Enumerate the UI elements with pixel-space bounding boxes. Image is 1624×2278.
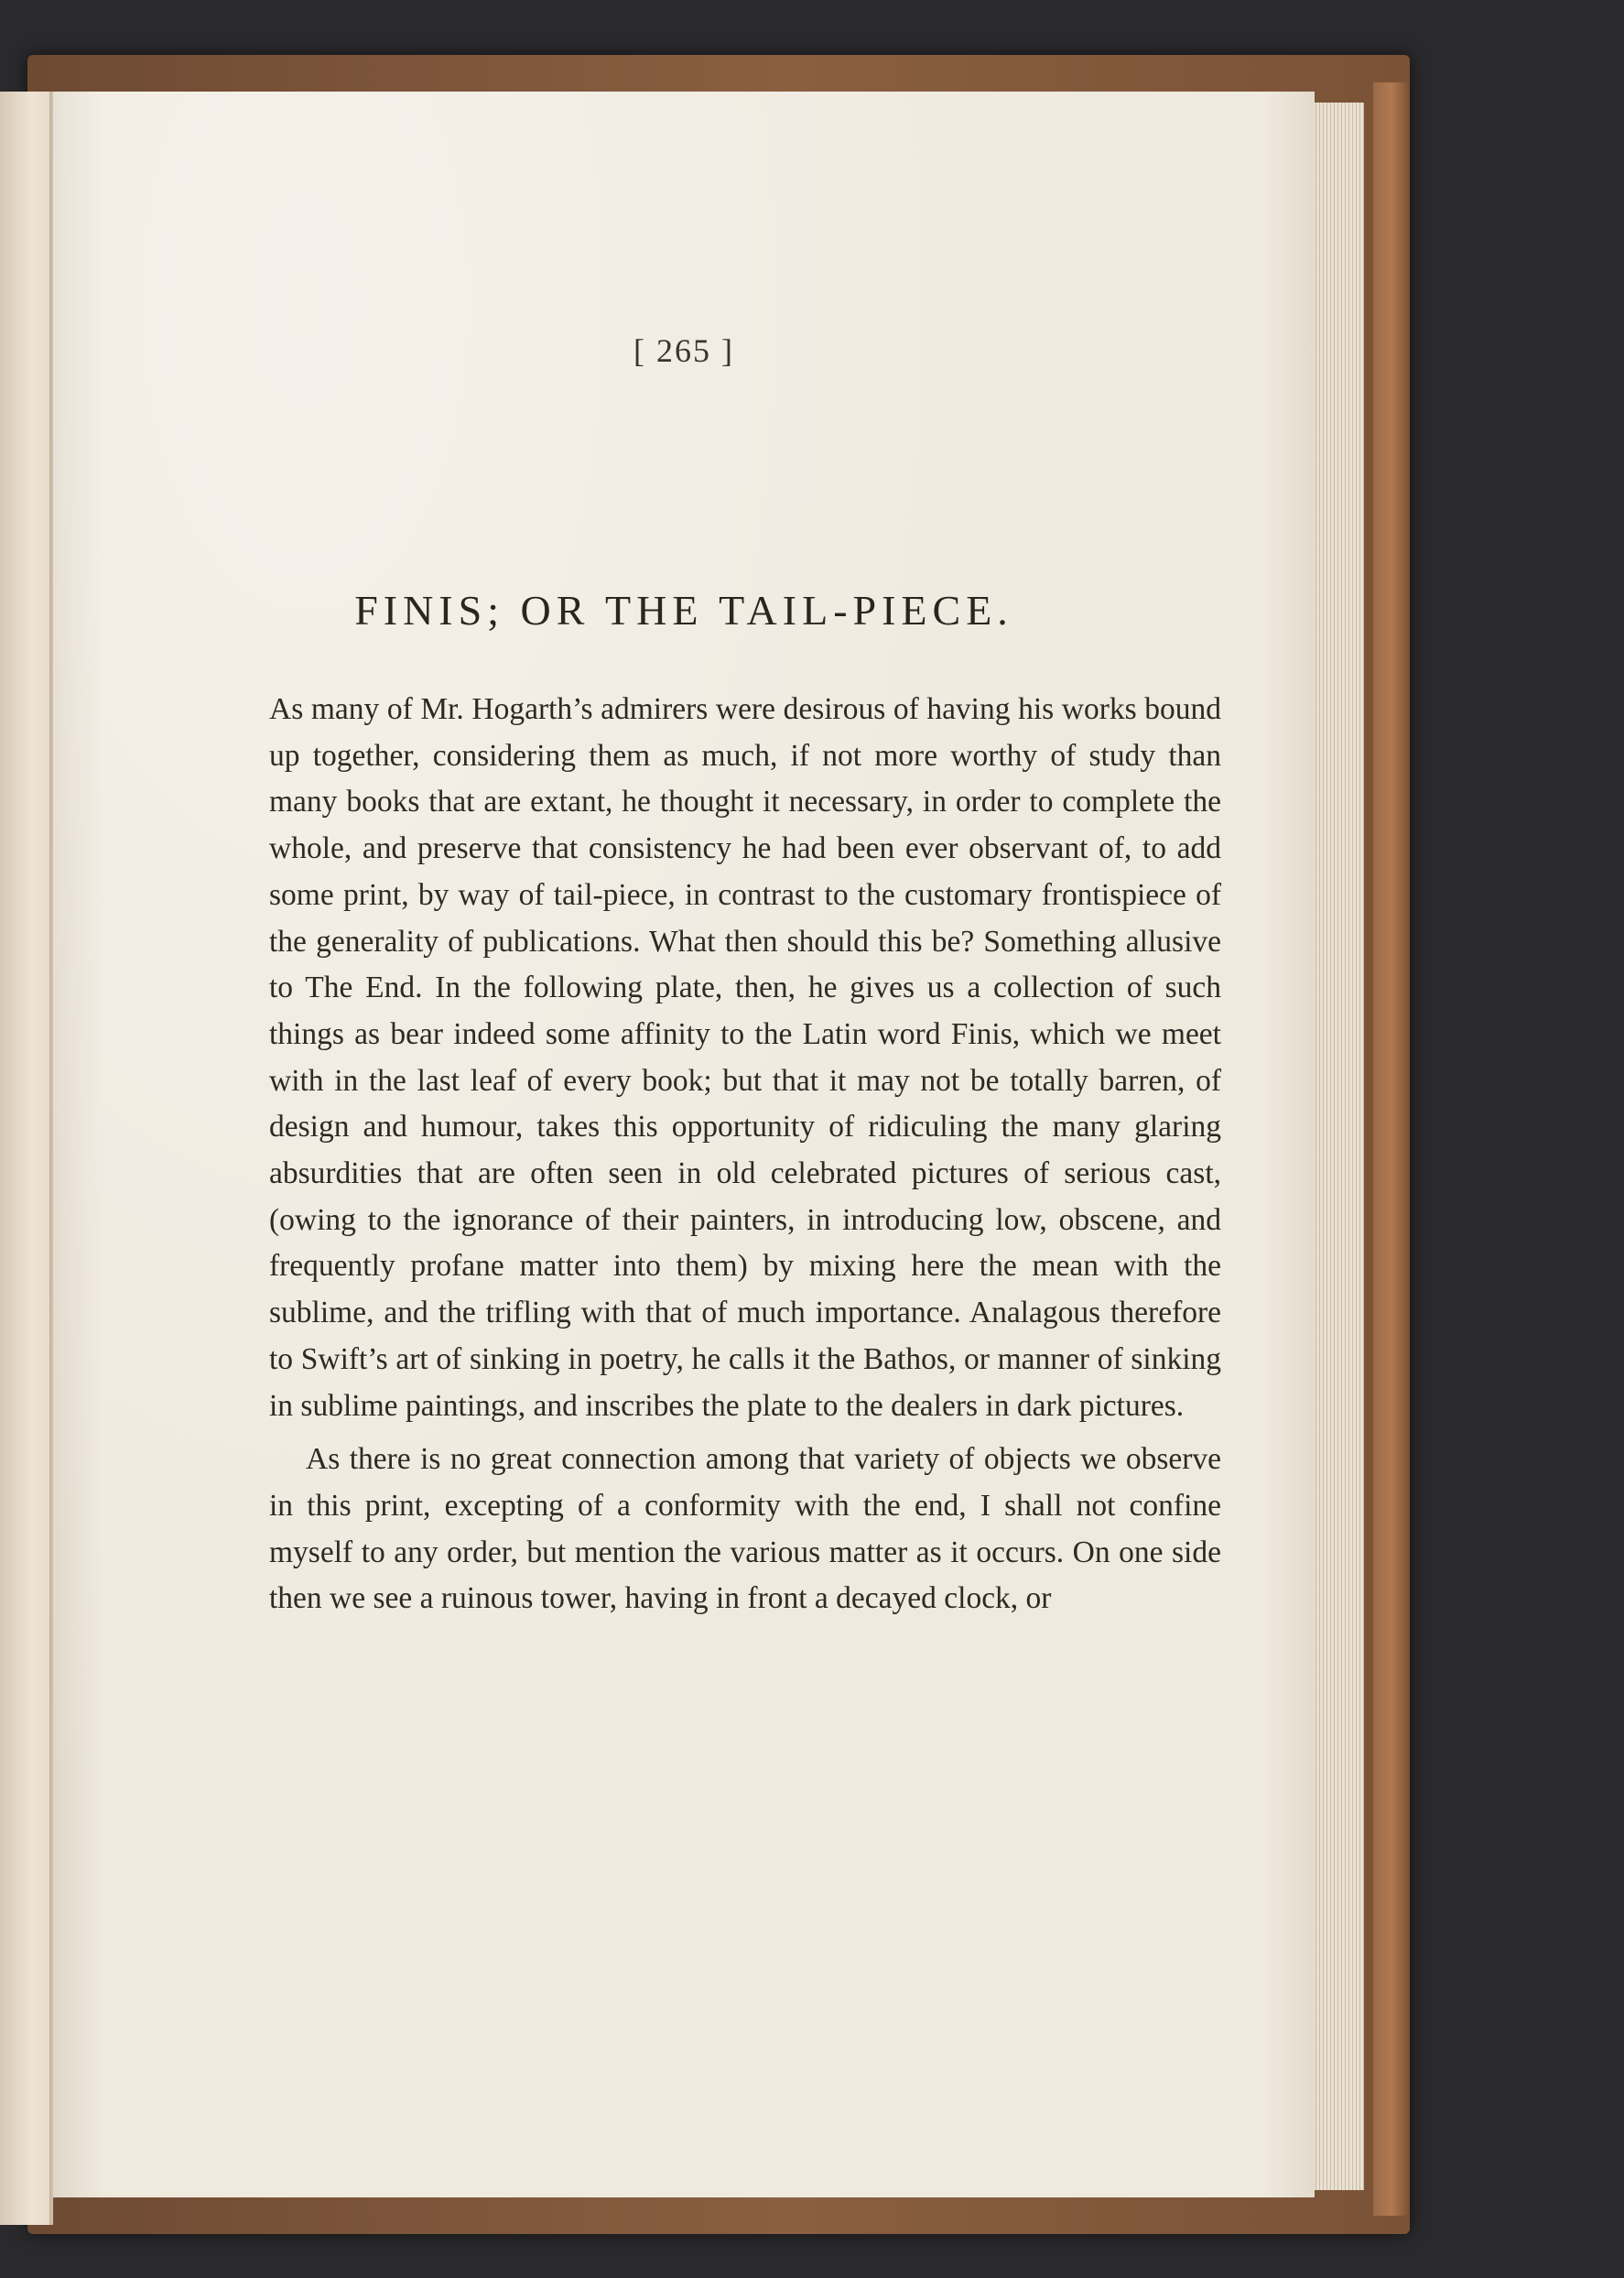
page-block-edge: [1309, 103, 1364, 2190]
body-text: [269, 687, 1221, 1622]
paragraph-1: As many of Mr. Hogarth’s admirers were desirous of having his works bound up together, considering them as much, if not more worthy of study than many books that are extant, he thought it necessary, in order to complete the whole, and preserve that consistency he had been ever observant of, to add some print, by way of tail-piece, in contrast to the customary frontispiece of the generality of publications. What then should this be? Something allusive to The End. In the following plate, then, he gives us a collection of such things as bear indeed some affinity to the Latin word Finis, which we meet with in the last leaf of every book; but that it may not be totally barren, of design and humour, takes this opportunity of ridiculing the many glaring absurdities that are often seen in old celebrated pictures of serious cast, (owing to the ignorance of their painters, in introducing low, obscene, and frequently profane matter into them) by mixing here the mean with the sublime, and the trifling with that of much importance. Analagous therefore to Swift’s art of sinking in poetry, he calls it the Bathos, or manner of sinking in sublime paintings, and inscribes the plate to the dealers in dark pictures.: [269, 692, 1221, 1423]
paragraph-2: As there is no great connection among that variety of objects we observe in this print, excepting of a conformity with the end, I shall not confine myself to any order, but mention the various matter as it occurs. On one side then we see a ruinous tower, having in front a decayed clock, or: [269, 1442, 1221, 1616]
page-number: [ 265 ]: [633, 332, 734, 369]
chapter-heading: FINIS; OR THE TAIL-PIECE.: [354, 587, 1013, 634]
cover-edge: [1373, 82, 1410, 2216]
book-page: [53, 92, 1315, 2197]
facing-page-edge: [0, 92, 53, 2225]
